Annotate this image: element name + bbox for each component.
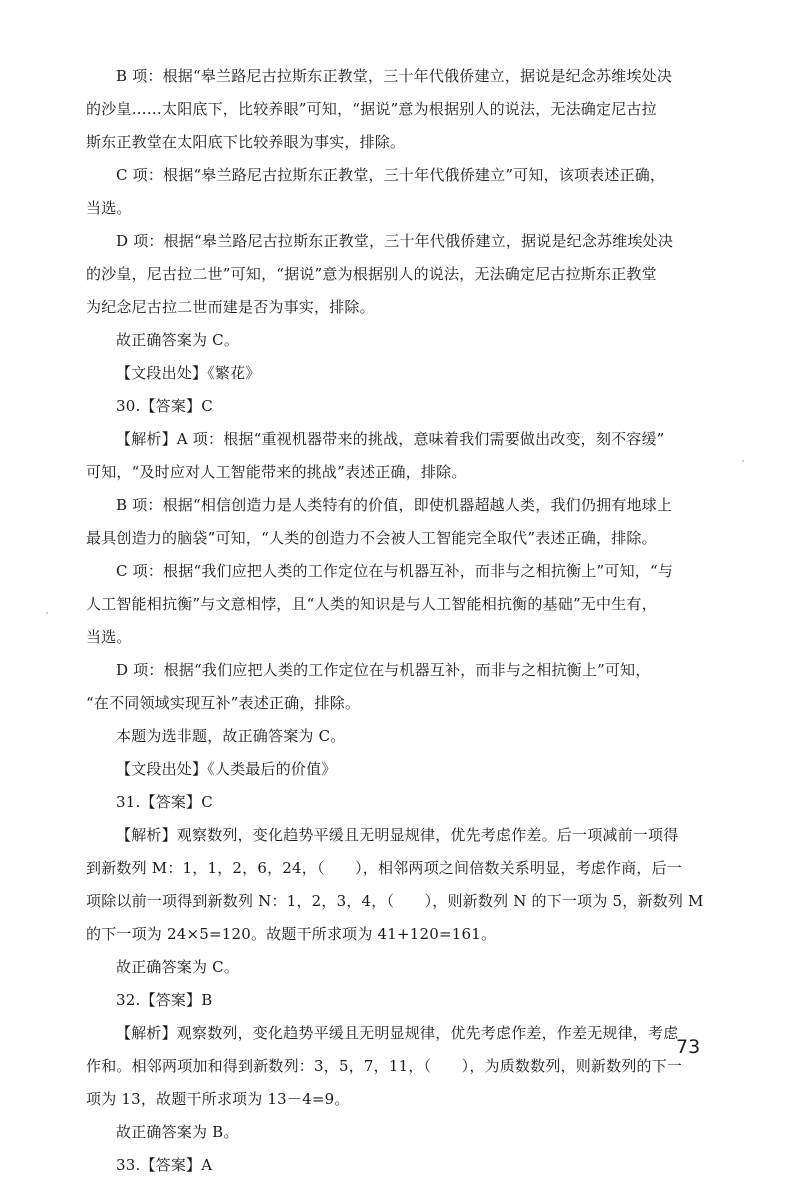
text-line: 本题为选非题，故正确答案为 C。 — [116, 727, 346, 745]
text-line: D 项：根据“我们应把人类的工作定位在与机器互补，而非与之相抗衡上”可知， — [116, 661, 651, 679]
text-line: 故正确答案为 B。 — [116, 1123, 239, 1141]
text-line: 【解析】A 项：根据“重视机器带来的挑战，意味着我们需要做出改变，刻不容缓” — [116, 430, 665, 448]
text-line: B 项：根据“相信创造力是人类特有的价值，即使机器超越人类，我们仍拥有地球上 — [116, 496, 673, 514]
text-line: “在不同领域实现互补”表述正确，排除。 — [86, 694, 361, 712]
text-line: 故正确答案为 C。 — [116, 958, 240, 976]
text-line: 的沙皇……太阳底下，比较养眼”可知，“据说”意为根据别人的说法，无法确定尼古拉 — [86, 100, 657, 118]
text-line: 项除以前一项得到新数列 N：1，2，3，4，（ ），则新数列 N 的下一项为 5，新数列 M — [86, 892, 704, 910]
text-line: D 项：根据“皋兰路尼古拉斯东正教堂，三十年代俄侨建立，据说是纪念苏维埃处决 — [116, 232, 674, 250]
text-line: 【文段出处】《人类最后的价值》 — [116, 760, 337, 778]
text-line: B 项：根据“皋兰路尼古拉斯东正教堂，三十年代俄侨建立，据说是纪念苏维埃处决 — [116, 67, 673, 85]
text-line: 项为 13，故题干所求项为 13－4=9。 — [86, 1090, 350, 1108]
text-line: 可知，“及时应对人工智能带来的挑战”表述正确，排除。 — [86, 463, 467, 481]
text-line: 的沙皇，尼古拉二世”可知，“据说”意为根据别人的说法，无法确定尼古拉斯东正教堂 — [86, 265, 657, 283]
text-line: C 项：根据“我们应把人类的工作定位在与机器互补，而非与之相抗衡上”可知，“与 — [116, 562, 674, 580]
text-line: 【文段出处】《繁花》 — [116, 364, 261, 382]
text-line: 33.【答案】A — [116, 1156, 213, 1174]
text-line: 【解析】观察数列，变化趋势平缓且无明显规律，优先考虑作差，作差无规律，考虑 — [116, 1024, 679, 1042]
text-line: 故正确答案为 C。 — [116, 331, 240, 349]
page-number: 73 — [676, 1036, 701, 1058]
document-body — [86, 60, 716, 1182]
text-line: 的下一项为 24×5=120。故题干所求项为 41+120=161。 — [86, 925, 497, 943]
scan-mark — [46, 612, 48, 614]
text-line: C 项：根据“皋兰路尼古拉斯东正教堂，三十年代俄侨建立”可知，该项表述正确， — [116, 166, 666, 184]
text-line: 当选。 — [86, 628, 132, 646]
text-line: 32.【答案】B — [116, 991, 213, 1009]
text-line: 最具创造力的脑袋”可知，“人类的创造力不会被人工智能完全取代”表述正确，排除。 — [86, 529, 657, 547]
text-line: 30.【答案】C — [116, 397, 213, 415]
text-line: 作和。相邻两项加和得到新数列：3，5，7，11，（ ），为质数数列，则新数列的下一 — [86, 1057, 683, 1075]
text-line: 31.【答案】C — [116, 793, 213, 811]
text-line: 当选。 — [86, 199, 132, 217]
text-line: 为纪念尼古拉二世而建是否为事实，排除。 — [86, 298, 375, 316]
scan-mark — [742, 460, 744, 462]
text-line: 【解析】观察数列，变化趋势平缓且无明显规律，优先考虑作差。后一项减前一项得 — [116, 826, 679, 844]
text-line: 到新数列 M：1，1，2，6，24，（ ），相邻两项之间倍数关系明显，考虑作商，后一 — [86, 859, 682, 877]
text-line: 人工智能相抗衡”与文意相悖，且“人类的知识是与人工智能相抗衡的基础”无中生有， — [86, 595, 657, 613]
text-line: 斯东正教堂在太阳底下比较养眼为事实，排除。 — [86, 133, 406, 151]
